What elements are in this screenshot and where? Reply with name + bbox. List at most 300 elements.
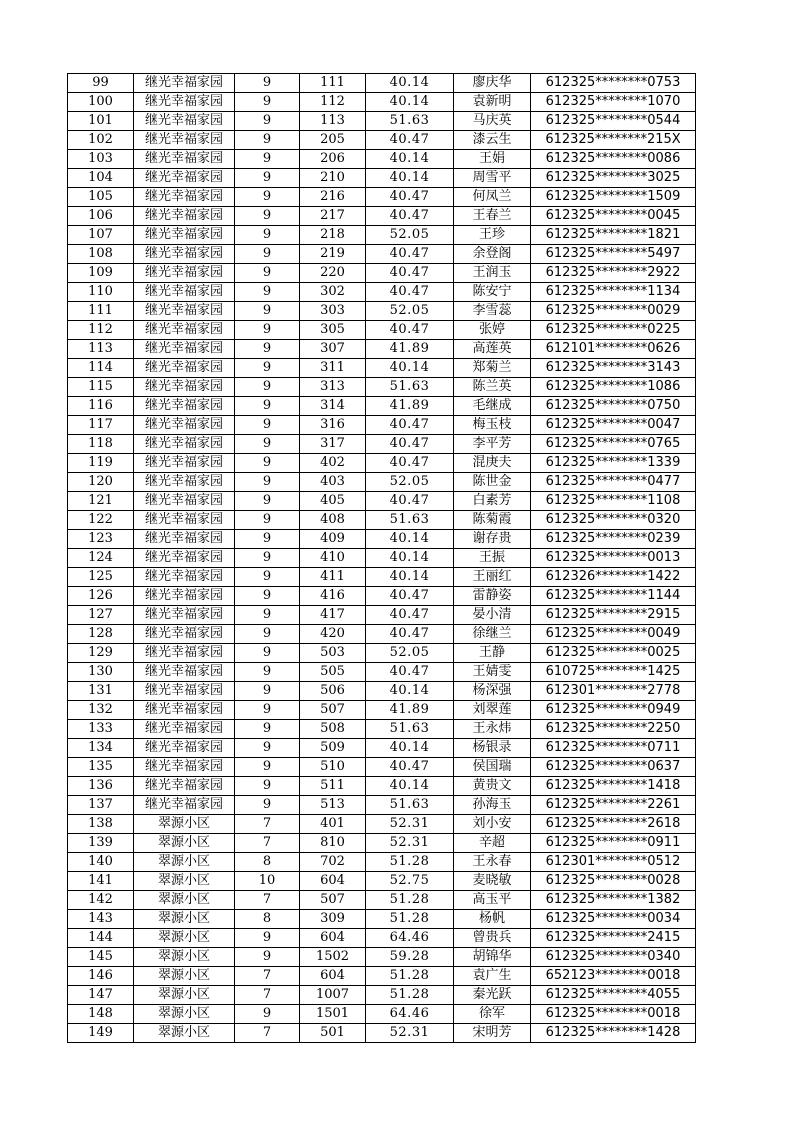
room-number-cell: 410 [300,549,366,568]
community-name-cell: 继光幸福家园 [134,245,235,264]
table-row [68,207,696,226]
resident-name-cell: 胡锦华 [454,948,531,967]
area-value-cell: 52.05 [366,226,454,245]
building-number-cell: 9 [235,93,300,112]
row-number-cell: 121 [68,492,134,511]
row-number-cell: 110 [68,283,134,302]
building-number-cell: 7 [235,967,300,986]
id-number-cell: 612325********2915 [531,606,696,625]
row-number-cell: 136 [68,777,134,796]
table-row [68,74,696,93]
area-value-cell: 40.47 [366,606,454,625]
id-number-cell: 612325********0018 [531,1005,696,1024]
building-number-cell: 9 [235,207,300,226]
resident-name-cell: 杨深强 [454,682,531,701]
id-number-cell: 612301********0512 [531,853,696,872]
row-number-cell: 131 [68,682,134,701]
room-number-cell: 316 [300,416,366,435]
table-row [68,948,696,967]
row-number-cell: 116 [68,397,134,416]
table-row [68,511,696,530]
resident-name-cell: 谢存贵 [454,530,531,549]
table-row [68,397,696,416]
room-number-cell: 1502 [300,948,366,967]
community-name-cell: 继光幸福家园 [134,93,235,112]
table-row [68,682,696,701]
id-number-cell: 610725********1425 [531,663,696,682]
building-number-cell: 8 [235,910,300,929]
area-value-cell: 51.63 [366,511,454,530]
building-number-cell: 9 [235,1005,300,1024]
room-number-cell: 1501 [300,1005,366,1024]
row-number-cell: 124 [68,549,134,568]
building-number-cell: 7 [235,891,300,910]
community-name-cell: 继光幸福家园 [134,549,235,568]
area-value-cell: 52.05 [366,644,454,663]
table-row [68,587,696,606]
room-number-cell: 307 [300,340,366,359]
resident-name-cell: 王春兰 [454,207,531,226]
community-name-cell: 翠源小区 [134,834,235,853]
community-name-cell: 翠源小区 [134,967,235,986]
community-name-cell: 继光幸福家园 [134,777,235,796]
table-row [68,568,696,587]
building-number-cell: 9 [235,473,300,492]
id-number-cell: 612325********3025 [531,169,696,188]
area-value-cell: 40.47 [366,264,454,283]
table-row [68,188,696,207]
community-name-cell: 继光幸福家园 [134,264,235,283]
room-number-cell: 219 [300,245,366,264]
resident-name-cell: 漆云生 [454,131,531,150]
row-number-cell: 103 [68,150,134,169]
table-row [68,644,696,663]
resident-name-cell: 郑菊兰 [454,359,531,378]
community-name-cell: 继光幸福家园 [134,435,235,454]
area-value-cell: 52.05 [366,302,454,321]
row-number-cell: 119 [68,454,134,473]
resident-name-cell: 张婷 [454,321,531,340]
room-number-cell: 506 [300,682,366,701]
table-row [68,473,696,492]
area-value-cell: 40.47 [366,188,454,207]
area-value-cell: 40.14 [366,568,454,587]
area-value-cell: 40.47 [366,283,454,302]
table-row [68,340,696,359]
community-name-cell: 继光幸福家园 [134,530,235,549]
row-number-cell: 106 [68,207,134,226]
table-row [68,93,696,112]
area-value-cell: 41.89 [366,397,454,416]
building-number-cell: 9 [235,74,300,93]
building-number-cell: 9 [235,625,300,644]
id-number-cell: 612325********0544 [531,112,696,131]
area-value-cell: 40.47 [366,245,454,264]
area-value-cell: 51.28 [366,891,454,910]
table-row [68,720,696,739]
row-number-cell: 104 [68,169,134,188]
resident-name-cell: 王丽红 [454,568,531,587]
room-number-cell: 1007 [300,986,366,1005]
row-number-cell: 111 [68,302,134,321]
building-number-cell: 9 [235,720,300,739]
community-name-cell: 翠源小区 [134,853,235,872]
row-number-cell: 128 [68,625,134,644]
area-value-cell: 51.63 [366,796,454,815]
table-row [68,112,696,131]
id-number-cell: 612325********1418 [531,777,696,796]
row-number-cell: 145 [68,948,134,967]
area-value-cell: 40.47 [366,321,454,340]
row-number-cell: 107 [68,226,134,245]
room-number-cell: 113 [300,112,366,131]
community-name-cell: 继光幸福家园 [134,340,235,359]
table-row [68,777,696,796]
table-row [68,131,696,150]
building-number-cell: 8 [235,853,300,872]
id-number-cell: 612325********0711 [531,739,696,758]
building-number-cell: 9 [235,454,300,473]
room-number-cell: 405 [300,492,366,511]
building-number-cell: 10 [235,872,300,891]
community-name-cell: 翠源小区 [134,986,235,1005]
row-number-cell: 105 [68,188,134,207]
building-number-cell: 9 [235,264,300,283]
area-value-cell: 40.14 [366,739,454,758]
community-name-cell: 继光幸福家园 [134,359,235,378]
resident-name-cell: 王静 [454,644,531,663]
id-number-cell: 612325********1339 [531,454,696,473]
id-number-cell: 612325********5497 [531,245,696,264]
id-number-cell: 652123********0018 [531,967,696,986]
table-row [68,359,696,378]
table-row [68,454,696,473]
table-row [68,986,696,1005]
area-value-cell: 40.47 [366,625,454,644]
community-name-cell: 继光幸福家园 [134,568,235,587]
row-number-cell: 148 [68,1005,134,1024]
id-number-cell: 612325********2261 [531,796,696,815]
room-number-cell: 503 [300,644,366,663]
id-number-cell: 612325********2250 [531,720,696,739]
resident-name-cell: 徐军 [454,1005,531,1024]
room-number-cell: 408 [300,511,366,530]
building-number-cell: 9 [235,682,300,701]
id-number-cell: 612325********1428 [531,1024,696,1043]
community-name-cell: 继光幸福家园 [134,378,235,397]
room-number-cell: 111 [300,74,366,93]
community-name-cell: 继光幸福家园 [134,701,235,720]
building-number-cell: 9 [235,644,300,663]
id-number-cell: 612301********2778 [531,682,696,701]
table-row [68,796,696,815]
id-number-cell: 612325********0045 [531,207,696,226]
table-row [68,549,696,568]
building-number-cell: 9 [235,549,300,568]
community-name-cell: 继光幸福家园 [134,321,235,340]
row-number-cell: 149 [68,1024,134,1043]
row-number-cell: 138 [68,815,134,834]
building-number-cell: 9 [235,568,300,587]
area-value-cell: 40.47 [366,492,454,511]
resident-name-cell: 混庚夫 [454,454,531,473]
row-number-cell: 112 [68,321,134,340]
area-value-cell: 52.31 [366,1024,454,1043]
room-number-cell: 417 [300,606,366,625]
resident-name-cell: 王永炜 [454,720,531,739]
community-name-cell: 继光幸福家园 [134,397,235,416]
building-number-cell: 9 [235,777,300,796]
resident-name-cell: 马庆英 [454,112,531,131]
community-name-cell: 翠源小区 [134,891,235,910]
community-name-cell: 继光幸福家园 [134,758,235,777]
room-number-cell: 403 [300,473,366,492]
row-number-cell: 127 [68,606,134,625]
resident-name-cell: 王振 [454,549,531,568]
row-number-cell: 130 [68,663,134,682]
room-number-cell: 501 [300,1024,366,1043]
table-row [68,967,696,986]
resident-name-cell: 刘翠莲 [454,701,531,720]
row-number-cell: 113 [68,340,134,359]
room-number-cell: 702 [300,853,366,872]
room-number-cell: 402 [300,454,366,473]
room-number-cell: 302 [300,283,366,302]
table-row [68,910,696,929]
building-number-cell: 7 [235,1024,300,1043]
building-number-cell: 9 [235,226,300,245]
row-number-cell: 132 [68,701,134,720]
building-number-cell: 9 [235,606,300,625]
room-number-cell: 314 [300,397,366,416]
resident-name-cell: 周雪平 [454,169,531,188]
room-number-cell: 217 [300,207,366,226]
table-row [68,226,696,245]
community-name-cell: 翠源小区 [134,1005,235,1024]
id-number-cell: 612325********0477 [531,473,696,492]
resident-name-cell: 曾贵兵 [454,929,531,948]
row-number-cell: 146 [68,967,134,986]
community-name-cell: 继光幸福家园 [134,739,235,758]
resident-name-cell: 王娟 [454,150,531,169]
row-number-cell: 137 [68,796,134,815]
area-value-cell: 40.14 [366,777,454,796]
id-number-cell: 612325********0034 [531,910,696,929]
building-number-cell: 9 [235,511,300,530]
area-value-cell: 51.28 [366,853,454,872]
area-value-cell: 40.47 [366,131,454,150]
id-number-cell: 612325********1509 [531,188,696,207]
table-row [68,321,696,340]
resident-name-cell: 杨帆 [454,910,531,929]
resident-name-cell: 毛继成 [454,397,531,416]
building-number-cell: 9 [235,188,300,207]
table-body [68,74,696,1043]
resident-name-cell: 李平芳 [454,435,531,454]
row-number-cell: 135 [68,758,134,777]
community-name-cell: 翠源小区 [134,1024,235,1043]
row-number-cell: 140 [68,853,134,872]
room-number-cell: 420 [300,625,366,644]
table-row [68,530,696,549]
row-number-cell: 134 [68,739,134,758]
table-row [68,815,696,834]
resident-name-cell: 王永春 [454,853,531,872]
building-number-cell: 9 [235,739,300,758]
area-value-cell: 51.28 [366,910,454,929]
building-number-cell: 9 [235,245,300,264]
room-number-cell: 604 [300,929,366,948]
table-row [68,264,696,283]
area-value-cell: 40.14 [366,682,454,701]
table-row [68,416,696,435]
table-row [68,625,696,644]
table-row [68,758,696,777]
resident-name-cell: 李雪蕊 [454,302,531,321]
id-number-cell: 612325********1382 [531,891,696,910]
community-name-cell: 继光幸福家园 [134,720,235,739]
row-number-cell: 117 [68,416,134,435]
row-number-cell: 147 [68,986,134,1005]
area-value-cell: 51.63 [366,112,454,131]
resident-name-cell: 侯国瑞 [454,758,531,777]
community-name-cell: 继光幸福家园 [134,454,235,473]
resident-name-cell: 王珍 [454,226,531,245]
row-number-cell: 120 [68,473,134,492]
table-row [68,739,696,758]
id-number-cell: 612325********4055 [531,986,696,1005]
room-number-cell: 510 [300,758,366,777]
table-row [68,853,696,872]
resident-name-cell: 高玉平 [454,891,531,910]
area-value-cell: 40.14 [366,530,454,549]
community-name-cell: 翠源小区 [134,948,235,967]
row-number-cell: 142 [68,891,134,910]
area-value-cell: 59.28 [366,948,454,967]
building-number-cell: 9 [235,131,300,150]
resident-name-cell: 徐继兰 [454,625,531,644]
room-number-cell: 216 [300,188,366,207]
area-value-cell: 40.14 [366,359,454,378]
building-number-cell: 9 [235,587,300,606]
resident-name-cell: 王润玉 [454,264,531,283]
community-name-cell: 继光幸福家园 [134,511,235,530]
building-number-cell: 9 [235,378,300,397]
table-row [68,1024,696,1043]
area-value-cell: 40.14 [366,169,454,188]
community-name-cell: 继光幸福家园 [134,492,235,511]
area-value-cell: 41.89 [366,340,454,359]
row-number-cell: 100 [68,93,134,112]
community-name-cell: 继光幸福家园 [134,169,235,188]
room-number-cell: 305 [300,321,366,340]
community-name-cell: 翠源小区 [134,929,235,948]
row-number-cell: 109 [68,264,134,283]
row-number-cell: 133 [68,720,134,739]
community-name-cell: 继光幸福家园 [134,416,235,435]
room-number-cell: 508 [300,720,366,739]
id-number-cell: 612325********0637 [531,758,696,777]
table-row [68,606,696,625]
community-name-cell: 继光幸福家园 [134,606,235,625]
building-number-cell: 9 [235,283,300,302]
building-number-cell: 9 [235,169,300,188]
community-name-cell: 继光幸福家园 [134,587,235,606]
area-value-cell: 40.47 [366,207,454,226]
area-value-cell: 40.47 [366,416,454,435]
table-row [68,435,696,454]
room-number-cell: 210 [300,169,366,188]
resident-name-cell: 陈菊霞 [454,511,531,530]
id-number-cell: 612325********0049 [531,625,696,644]
table-row [68,302,696,321]
room-number-cell: 220 [300,264,366,283]
community-name-cell: 继光幸福家园 [134,226,235,245]
id-number-cell: 612325********1144 [531,587,696,606]
id-number-cell: 612325********1134 [531,283,696,302]
room-number-cell: 112 [300,93,366,112]
id-number-cell: 612325********215X [531,131,696,150]
resident-name-cell: 雷静姿 [454,587,531,606]
id-number-cell: 612325********3143 [531,359,696,378]
resident-name-cell: 陈安宁 [454,283,531,302]
row-number-cell: 115 [68,378,134,397]
id-number-cell: 612325********0086 [531,150,696,169]
table-row [68,663,696,682]
area-value-cell: 51.63 [366,720,454,739]
resident-name-cell: 白素芳 [454,492,531,511]
community-name-cell: 继光幸福家园 [134,188,235,207]
area-value-cell: 52.75 [366,872,454,891]
building-number-cell: 7 [235,986,300,1005]
community-name-cell: 继光幸福家园 [134,625,235,644]
community-name-cell: 翠源小区 [134,872,235,891]
table-row [68,929,696,948]
community-name-cell: 继光幸福家园 [134,644,235,663]
area-value-cell: 52.31 [366,834,454,853]
id-number-cell: 612325********0029 [531,302,696,321]
community-name-cell: 继光幸福家园 [134,682,235,701]
table-row [68,169,696,188]
resident-name-cell: 陈世金 [454,473,531,492]
resident-name-cell: 麦晓敏 [454,872,531,891]
community-name-cell: 翠源小区 [134,910,235,929]
id-number-cell: 612325********0028 [531,872,696,891]
resident-name-cell: 孙海玉 [454,796,531,815]
row-number-cell: 123 [68,530,134,549]
row-number-cell: 99 [68,74,134,93]
resident-name-cell: 梅玉枝 [454,416,531,435]
resident-name-cell: 余登阁 [454,245,531,264]
building-number-cell: 9 [235,758,300,777]
building-number-cell: 9 [235,663,300,682]
resident-name-cell: 袁新明 [454,93,531,112]
building-number-cell: 9 [235,340,300,359]
room-number-cell: 309 [300,910,366,929]
building-number-cell: 9 [235,397,300,416]
room-number-cell: 205 [300,131,366,150]
row-number-cell: 125 [68,568,134,587]
area-value-cell: 40.14 [366,74,454,93]
community-name-cell: 继光幸福家园 [134,74,235,93]
community-name-cell: 继光幸福家园 [134,207,235,226]
room-number-cell: 513 [300,796,366,815]
building-number-cell: 9 [235,492,300,511]
building-number-cell: 9 [235,796,300,815]
table-row [68,283,696,302]
row-number-cell: 122 [68,511,134,530]
table-row [68,701,696,720]
